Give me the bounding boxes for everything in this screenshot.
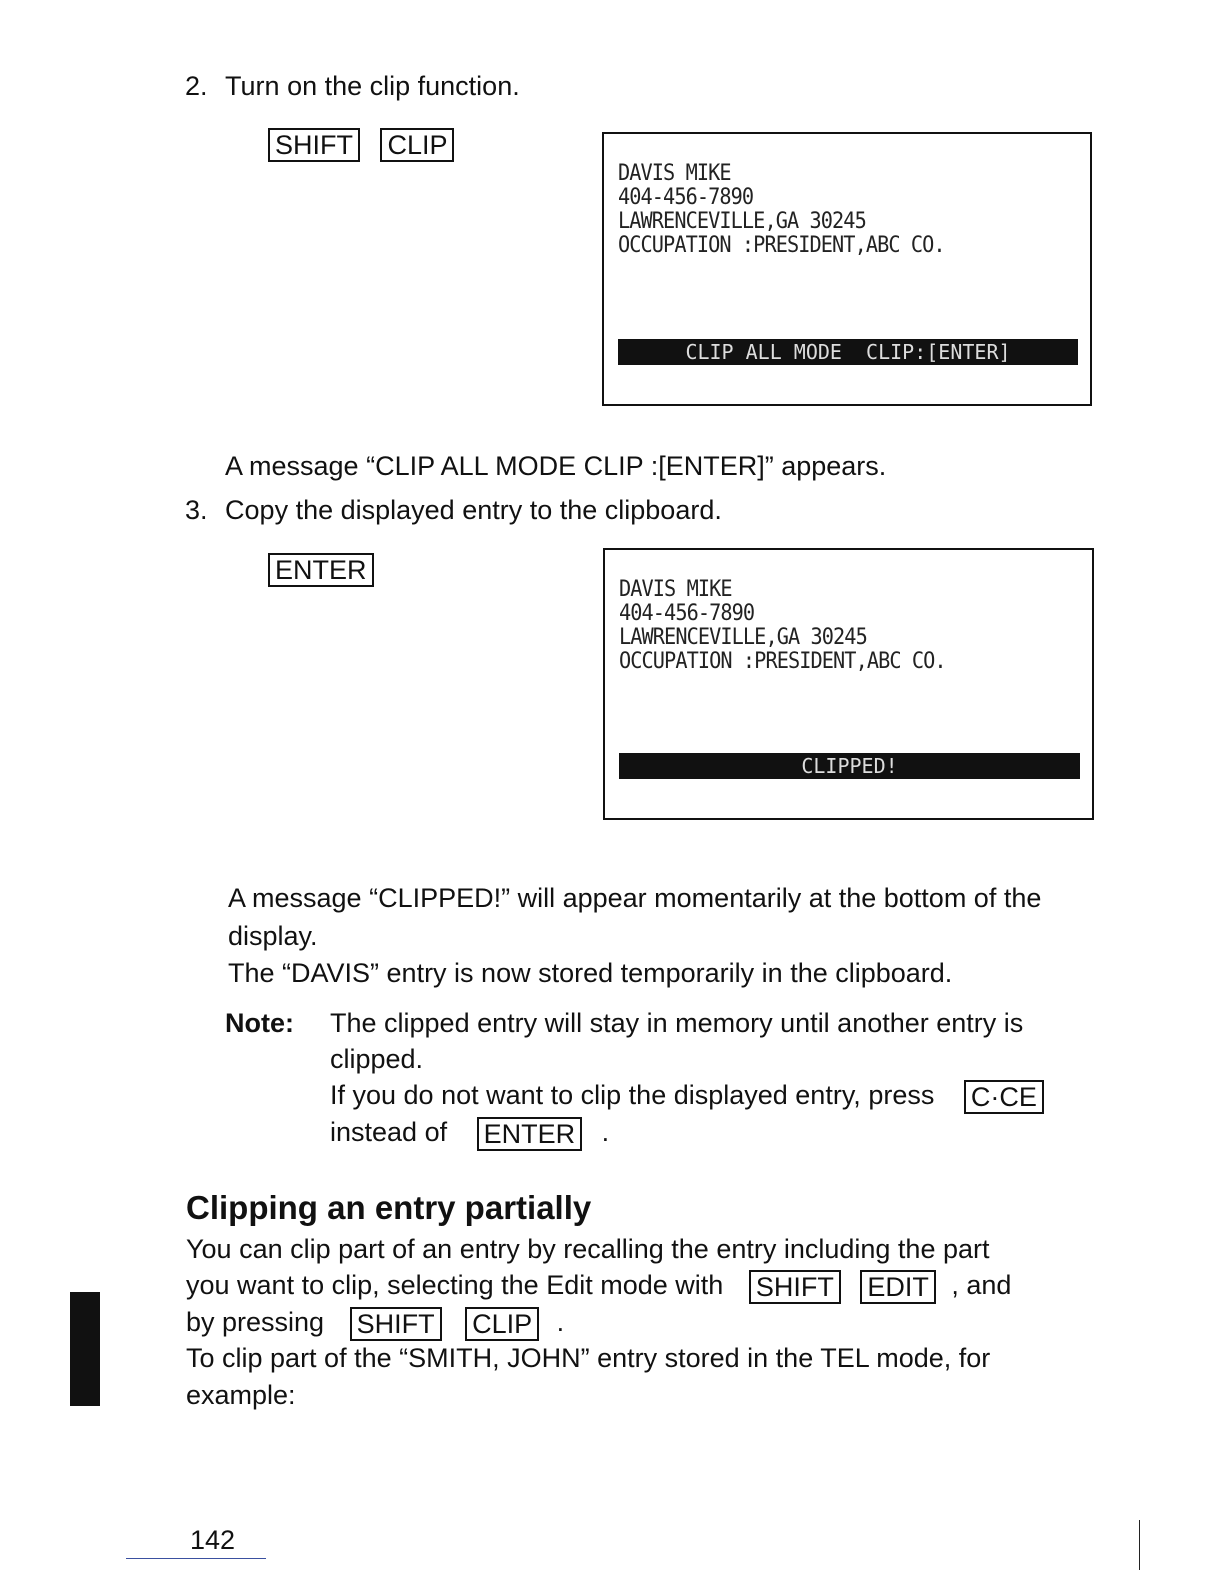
step-number: 3.	[185, 495, 208, 525]
page-number: 142	[190, 1525, 236, 1555]
step-number: 2.	[185, 71, 208, 101]
step-text: Copy the displayed entry to the clipboard.	[225, 495, 722, 525]
note-line-3	[330, 1077, 1044, 1114]
screen-status-bar: CLIP ALL MODE CLIP:[ENTER]	[618, 339, 1078, 365]
cce-key: C·CE	[964, 1080, 1044, 1114]
clip-key: CLIP	[465, 1307, 539, 1341]
lcd-screen-clip-mode	[602, 132, 1092, 406]
note-line-4-period: .	[601, 1117, 610, 1147]
note-line-3-text: If you do not want to clip the displayed entry, press	[330, 1080, 935, 1110]
lcd-screen-clipped	[603, 548, 1094, 820]
screen-status-bar: CLIPPED!	[619, 753, 1080, 779]
step-3	[185, 492, 722, 529]
section-line-3	[186, 1304, 564, 1341]
screen-line-address: LAWRENCEVILLE,GA 30245	[618, 209, 866, 234]
enter-key: ENTER	[477, 1117, 583, 1151]
enter-key: ENTER	[268, 553, 374, 587]
page-edge-mark	[1139, 1520, 1140, 1570]
clip-key: CLIP	[380, 128, 454, 162]
edit-key: EDIT	[860, 1270, 936, 1304]
shift-key: SHIFT	[350, 1307, 442, 1341]
screen-line-name: DAVIS MIKE	[618, 161, 731, 186]
clipped-message-line-2: display.	[228, 921, 318, 951]
note-line-2: clipped.	[330, 1044, 424, 1074]
step-2-keys	[268, 128, 454, 162]
screen-line-phone: 404-456-7890	[618, 185, 754, 210]
section-line-2-text: you want to clip, selecting the Edit mode with	[186, 1270, 724, 1300]
shift-key: SHIFT	[268, 128, 360, 162]
step-2	[185, 68, 520, 105]
screen-line-address: LAWRENCEVILLE,GA 30245	[619, 625, 867, 650]
screen-line-name: DAVIS MIKE	[619, 577, 732, 602]
shift-key: SHIFT	[749, 1270, 841, 1304]
screen-line-occupation: OCCUPATION :PRESIDENT,ABC CO.	[618, 233, 945, 258]
section-line-1: You can clip part of an entry by recalling the entry including the part	[186, 1234, 990, 1264]
screen-line-occupation: OCCUPATION :PRESIDENT,ABC CO.	[619, 649, 946, 674]
step-3-keys	[268, 553, 374, 587]
footer-rule	[126, 1558, 266, 1559]
clipped-message-line-1: A message “CLIPPED!” will appear momentarily at the bottom of the	[228, 883, 1042, 913]
note-label: Note:	[225, 1008, 294, 1038]
note-line-4-text: instead of	[330, 1117, 448, 1147]
step-text: Turn on the clip function.	[225, 71, 520, 101]
chapter-tab-marker	[70, 1292, 100, 1406]
screen-line-phone: 404-456-7890	[619, 601, 755, 626]
section-heading: Clipping an entry partially	[186, 1189, 592, 1226]
section-line-2	[186, 1267, 1011, 1304]
section-line-3-text: by pressing	[186, 1307, 325, 1337]
section-line-4: To clip part of the “SMITH, JOHN” entry stored in the TEL mode, for	[186, 1343, 991, 1373]
clipped-message-line-3: The “DAVIS” entry is now stored temporarily in the clipboard.	[228, 958, 953, 988]
section-line-2-suffix: , and	[951, 1270, 1012, 1300]
section-line-5: example:	[186, 1380, 296, 1410]
note-line-1: The clipped entry will stay in memory until another entry is	[330, 1008, 1024, 1038]
clip-mode-message: A message “CLIP ALL MODE CLIP :[ENTER]” appears.	[225, 451, 887, 481]
section-line-3-period: .	[556, 1307, 565, 1337]
note-line-4	[330, 1114, 609, 1151]
